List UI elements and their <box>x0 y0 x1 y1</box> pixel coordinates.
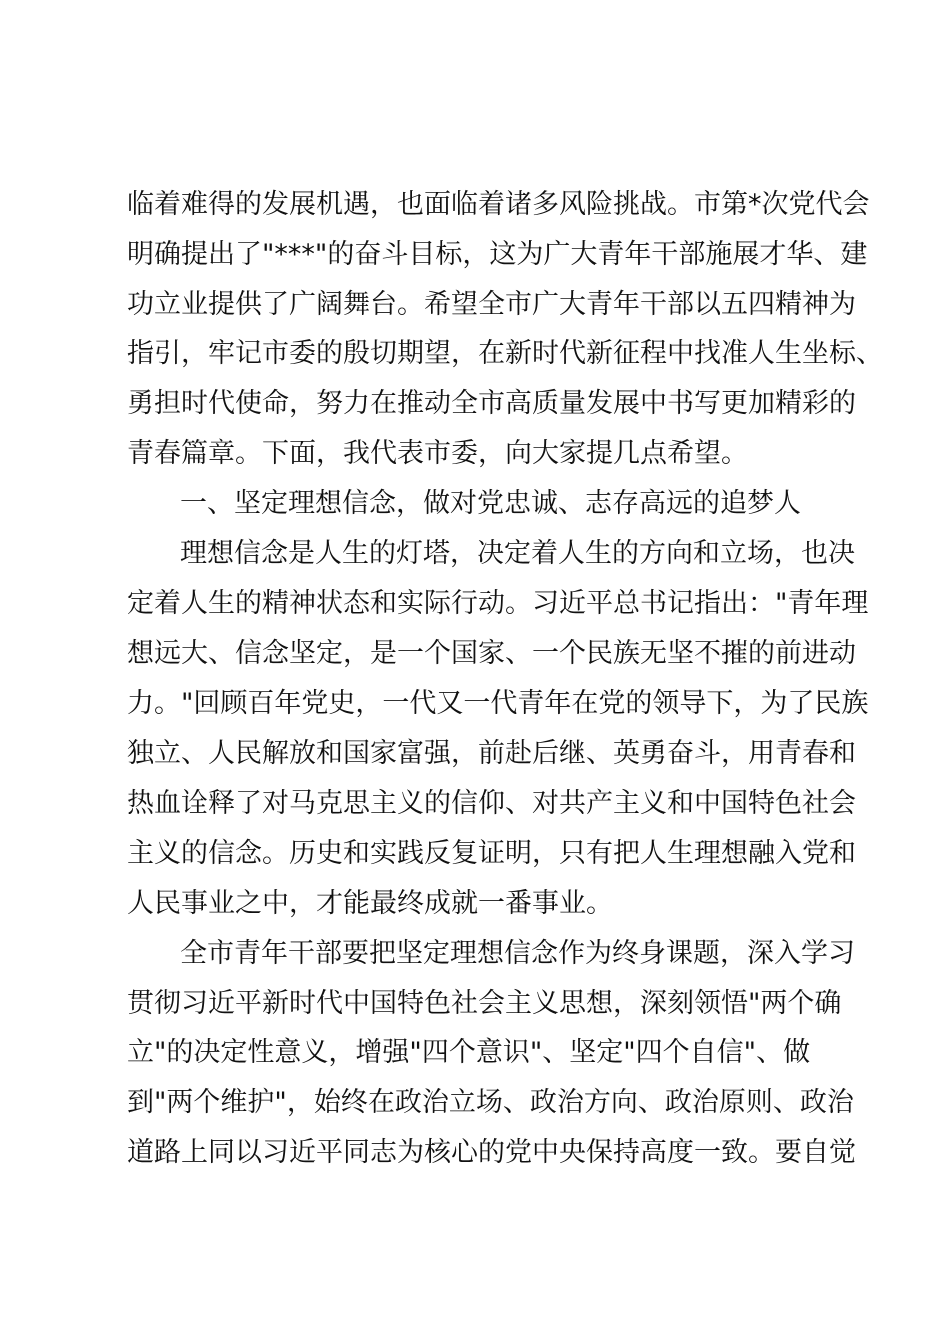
text-line: 临着难得的发展机遇，也面临着诸多风险挑战。市第*次党代会 <box>127 189 870 220</box>
text-line: 勇担时代使命，努力在推动全市高质量发展中书写更加精彩的 <box>127 388 856 419</box>
text-line: 定着人生的精神状态和实际行动。习近平总书记指出："青年理 <box>127 588 869 619</box>
text-line: 人民事业之中，才能最终成就一番事业。 <box>127 888 613 919</box>
section-heading: 一、坚定理想信念，做对党忠诚、志存高远的追梦人 <box>180 488 801 519</box>
text-line: 主义的信念。历史和实践反复证明，只有把人生理想融入党和 <box>127 838 856 869</box>
text-line: 独立、人民解放和国家富强，前赴后继、英勇奋斗，用青春和 <box>127 738 856 769</box>
text-line: 明确提出了"***"的奋斗目标，这为广大青年干部施展才华、建 <box>127 239 868 270</box>
text-line: 全市青年干部要把坚定理想信念作为终身课题，深入学习 <box>180 938 855 969</box>
text-line: 想远大、信念坚定，是一个国家、一个民族无坚不摧的前进动 <box>127 638 856 669</box>
text-line: 理想信念是人生的灯塔，决定着人生的方向和立场，也决 <box>180 538 855 569</box>
text-line: 力。"回顾百年党史，一代又一代青年在党的领导下，为了民族 <box>127 688 869 719</box>
text-line: 到"两个维护"，始终在政治立场、政治方向、政治原则、政治 <box>127 1087 854 1118</box>
text-line: 立"的决定性意义，增强"四个意识"、坚定"四个自信"、做 <box>127 1037 811 1068</box>
text-line: 指引，牢记市委的殷切期望，在新时代新征程中找准人生坐标、 <box>127 338 883 369</box>
text-line: 热血诠释了对马克思主义的信仰、对共产主义和中国特色社会 <box>127 788 856 819</box>
text-line: 青春篇章。下面，我代表市委，向大家提几点希望。 <box>127 438 748 469</box>
text-line: 功立业提供了广阔舞台。希望全市广大青年干部以五四精神为 <box>127 289 856 320</box>
text-line: 道路上同以习近平同志为核心的党中央保持高度一致。要自觉 <box>127 1137 856 1168</box>
text-line: 贯彻习近平新时代中国特色社会主义思想，深刻领悟"两个确 <box>127 988 842 1019</box>
